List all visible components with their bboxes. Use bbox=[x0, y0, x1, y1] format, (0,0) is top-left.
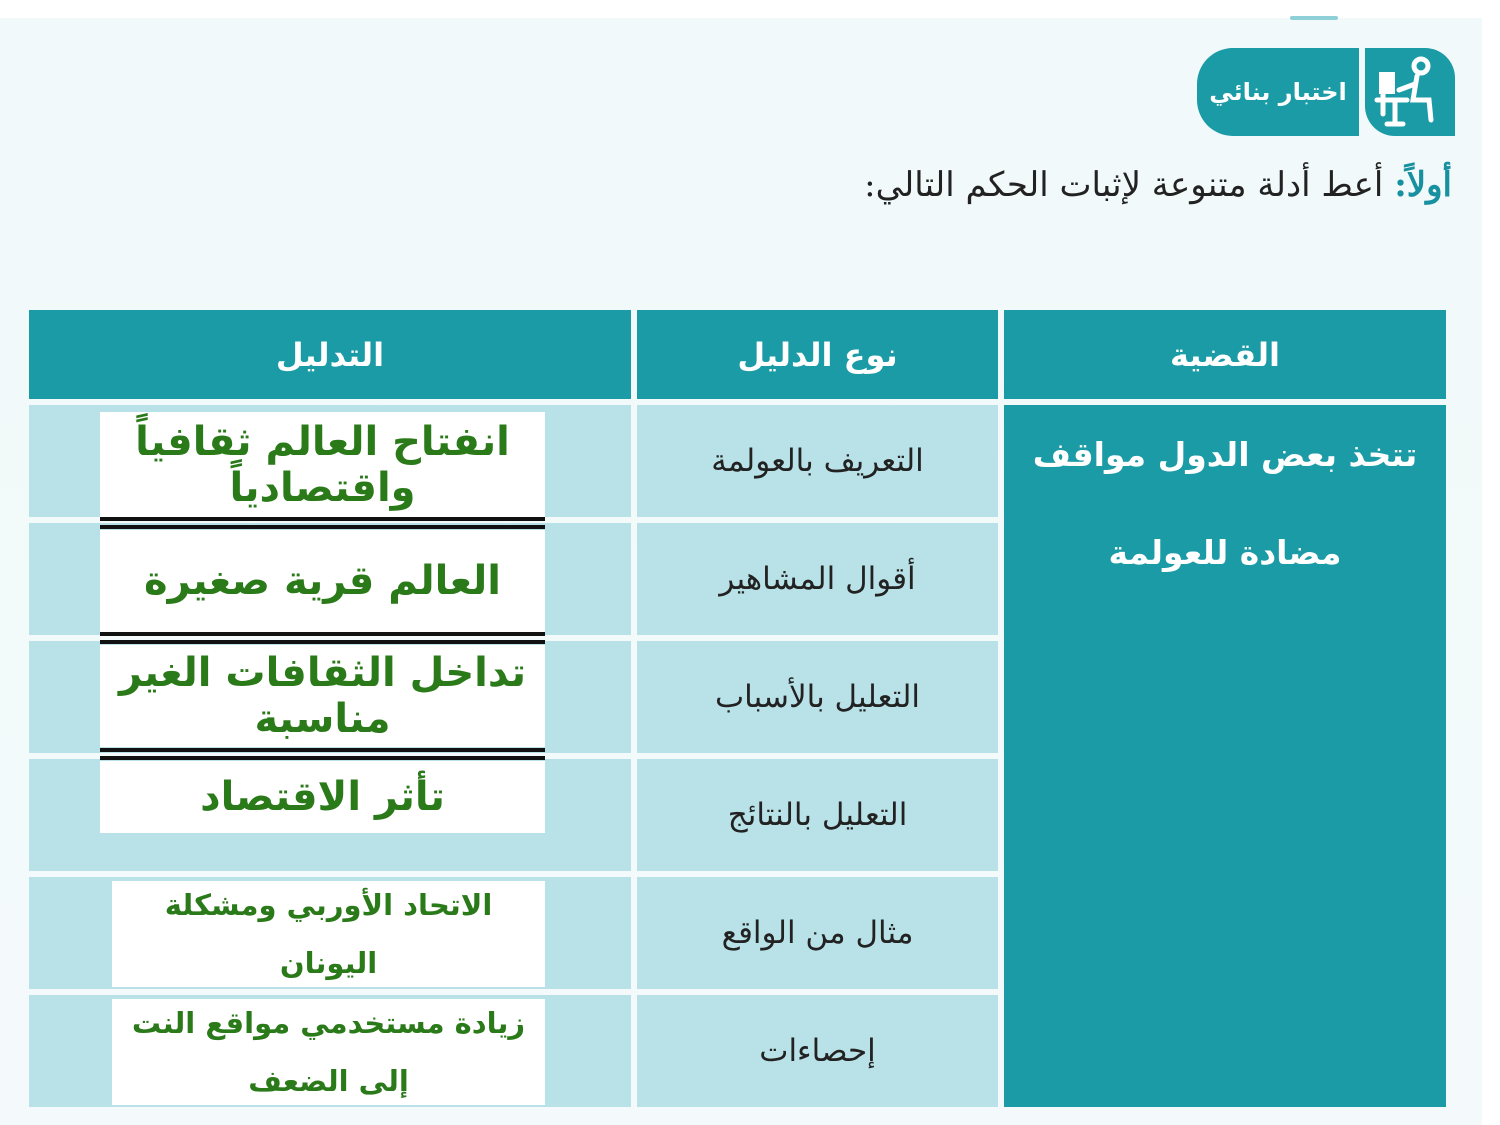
evidence-type-cell: إحصاءات bbox=[637, 995, 998, 1107]
answer-text-multiline bbox=[112, 999, 545, 1105]
answer-text-multiline bbox=[112, 881, 545, 987]
separator-rule bbox=[100, 517, 545, 521]
separator-rule bbox=[100, 756, 545, 760]
separator-rule bbox=[100, 748, 545, 752]
column-header-evidence: التدليل bbox=[29, 310, 631, 399]
evidence-type-cell: التعليل بالأسباب bbox=[637, 641, 998, 753]
instruction-lead: أولاً: bbox=[1394, 165, 1452, 205]
instruction-body: أعط أدلة متنوعة لإثبات الحكم التالي: bbox=[864, 165, 1384, 205]
answer-line: الاتحاد الأوربي ومشكلة bbox=[164, 888, 493, 922]
answer-line: زيادة مستخدمي مواقع النت bbox=[131, 1006, 526, 1040]
answer-text: انفتاح العالم ثقافياً واقتصادياً bbox=[100, 412, 545, 518]
column-header-evidence-type: نوع الدليل bbox=[637, 310, 998, 399]
evidence-type-cell: مثال من الواقع bbox=[637, 877, 998, 989]
answer-line: إلى الضعف bbox=[248, 1064, 409, 1098]
issue-line-1: تتخذ بعض الدول مواقف bbox=[1032, 435, 1418, 474]
separator-rule bbox=[100, 525, 545, 529]
answer-text: العالم قرية صغيرة bbox=[100, 530, 545, 632]
separator-rule bbox=[100, 632, 545, 636]
column-header-issue: القضية bbox=[1004, 310, 1446, 399]
answer-text: تداخل الثقافات الغير مناسبة bbox=[100, 645, 545, 747]
issue-line-2: مضادة للعولمة bbox=[1108, 533, 1342, 572]
evidence-type-cell: التعريف بالعولمة bbox=[637, 405, 998, 517]
answer-text: تأثر الاقتصاد bbox=[100, 761, 545, 833]
evidence-type-cell: أقوال المشاهير bbox=[637, 523, 998, 635]
separator-rule bbox=[100, 640, 545, 644]
evidence-type-cell: التعليل بالنتائج bbox=[637, 759, 998, 871]
issue-cell bbox=[1004, 405, 1446, 1107]
answer-line: اليونان bbox=[279, 946, 378, 980]
badge-label: اختبار بنائي bbox=[1197, 48, 1359, 136]
